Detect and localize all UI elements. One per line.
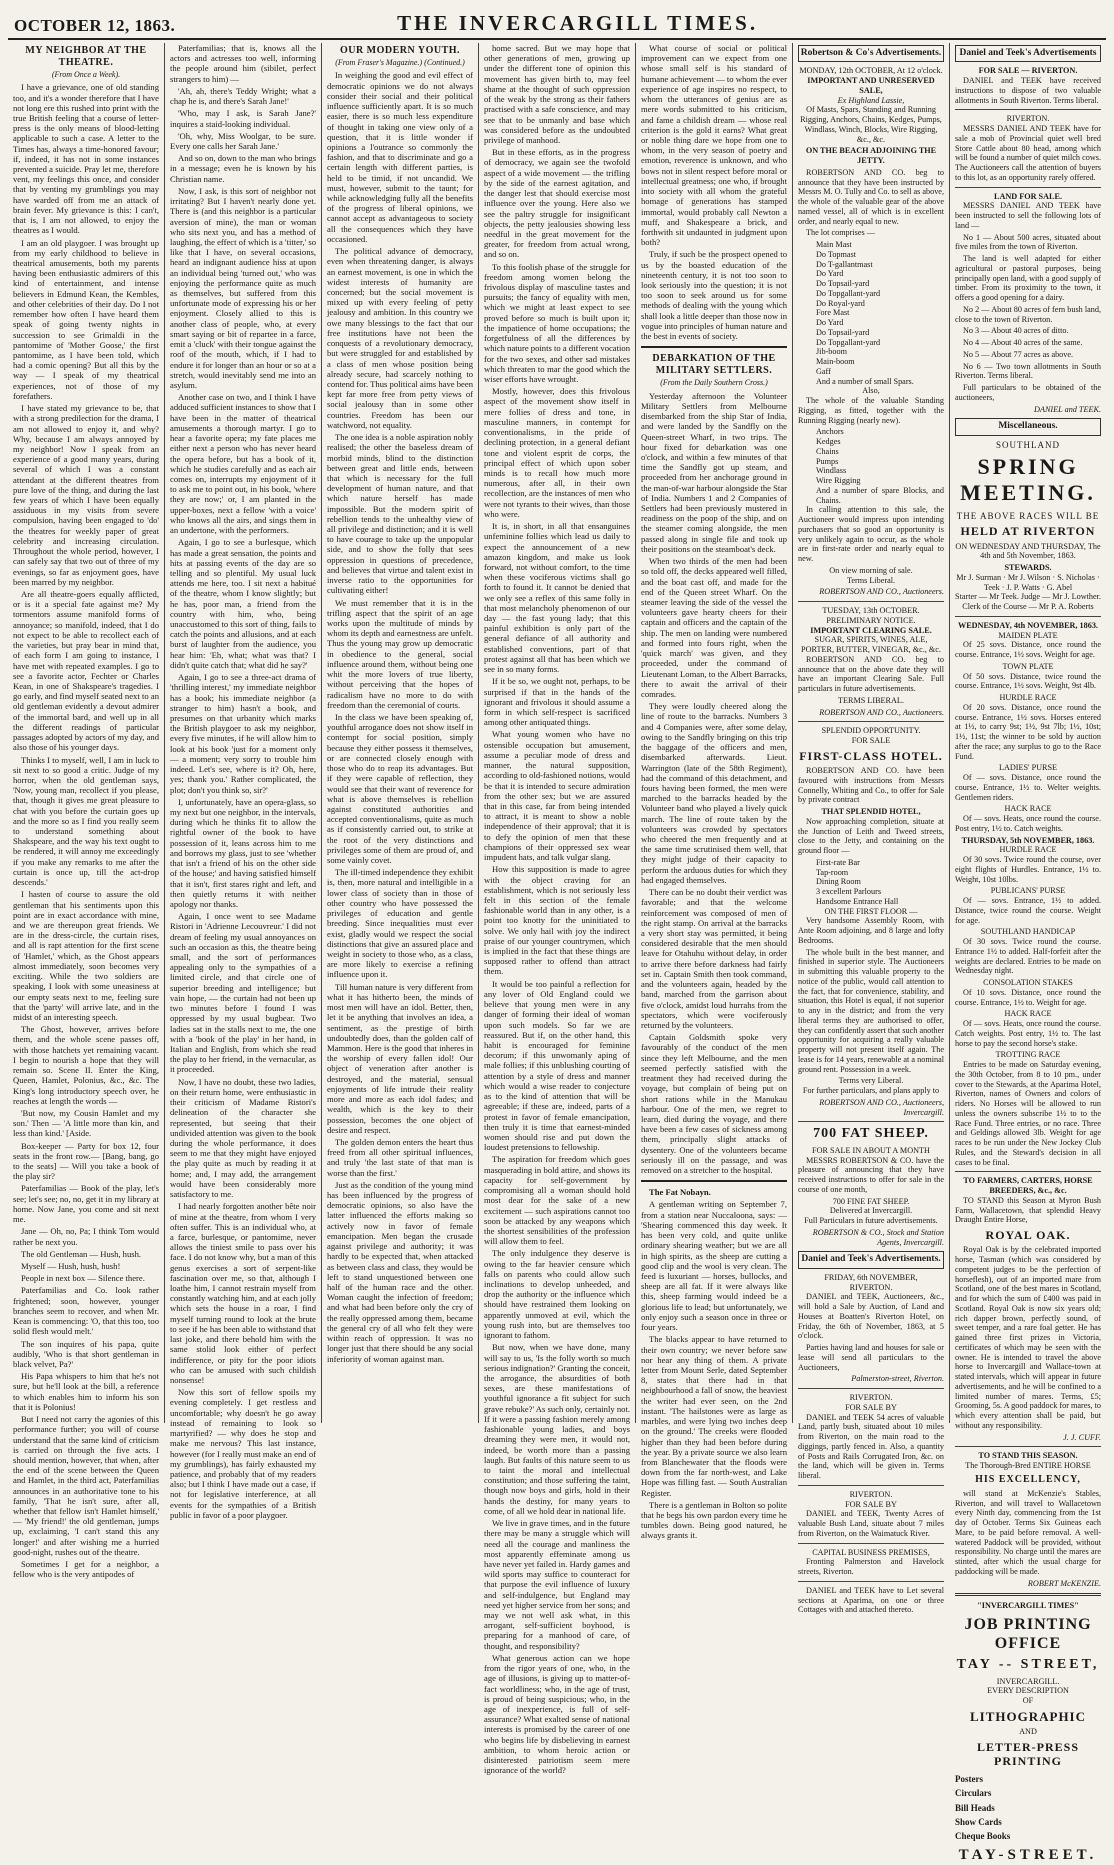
list-item: Do T-gallantmast <box>816 259 873 269</box>
ad-body: ROBERTSON AND CO. have been favoured with instructions from Messrs Connelly, Whiting and Co., to offer for Sale by private contract <box>798 766 944 805</box>
race-title: TROTTING RACE <box>995 1050 1061 1060</box>
ad-title: FIRST-CLASS HOTEL. <box>799 748 943 763</box>
ad-pretitle: PRELIMINARY NOTICE. <box>826 615 916 625</box>
land-lot: No 6 — Two town allotments in South Riverton. Terms liberal. <box>955 361 1101 381</box>
paragraph: We live in grave times, and in the future there may be many a struggle which will need all the courage and manliness the most apparently effeminate among us have never yet failed in. Hardy games and wild sports may suffice to counteract for that purpose the evil influence of luxury and self-indulgence, but England may need yet higher service from her sons; and may we not well ask what, in this arrogant, self-sufficient boyhood, is preparing for a manhood of care, of thought, and responsibility? <box>484 1518 630 1651</box>
divider <box>641 346 787 348</box>
paragraph: It would be too painful a reflection for any lover of Old England could we believe that young men were in any danger of forming their ideal of woman upon such models. So far we are reassured. But if, on the other hand, this habit is encouraged for feminine decorum; if this unwomanly aping of male follies; if this unblushing courting of attention by a style of dress and manner which would a wise reader to conjecture as to the kind of attention that will be agreeable; if these are, indeed, parts of a protest in favor of female emancipation, then truly it is time that earnest-minded women should rise and put down the loudest pretensions to fellowship. <box>484 978 630 1153</box>
article-body <box>13 82 159 1579</box>
ad-also: Also, <box>862 386 880 396</box>
list-item: Bill Heads <box>955 1802 995 1813</box>
meeting-title: SPRING MEETING. <box>960 454 1096 506</box>
printing-list <box>955 1772 1101 1844</box>
ad-title: CAPITAL BUSINESS PREMISES, <box>812 1547 930 1557</box>
ad-terms: Terms very Liberal. <box>838 1076 904 1086</box>
race-title: LADIES' PURSE <box>998 763 1058 773</box>
land-lot: No 4 — About 40 acres of the same. <box>963 338 1083 348</box>
printing-title: JOB PRINTING OFFICE <box>964 1616 1092 1653</box>
paragraph: I have a grievance, one of old standing too, and it's a wonder therefore that I have not long ere this rushed into print with the true British feeling that a course of letter-press is the only means of blood-letting applicable to such a case. A letter to the Times has, always a time-honored favour; if, indeed, it has not in some instances prevented a suicide. Pray let me, therefore vent, my feelings this once, and consider that by venting my grumblings you may have warded off from me an attack of brain fever. My grievance is this: I can't, that is, I am not allowed, to enjoy the theatres as I would. <box>13 82 159 236</box>
divider <box>798 721 944 722</box>
paragraph: The ill-timed independence they exhibit is, then, more natural and intelligible in a lower class of society than in those of other country who have possessed the privileges of education and gentle breeding. Since inequalities must ever exist, gladly would we respect the social distinctions that give an assured place and weight in society to those who, as a class, are more likely to exercise a refining influence upon it. <box>327 867 473 980</box>
race-title: MAIDEN PLATE <box>998 630 1058 640</box>
article-body <box>641 43 787 341</box>
ad-view: On view morning of sale. <box>829 565 913 575</box>
column-7 <box>950 43 1106 1863</box>
paragraph: Again, I once went to see Madame Ristori in 'Adrienne Lecouvreur.' I did not dream of feeling my usual annoyances on such an occasion as this, the theatre being small, and the sort of performances appealing only to the sympathies of a limited circle, and that circle one of superior breeding and intelligence; but vain hope, — the curtain had not been up two minutes before I found I was oppressed by my usual bugbear. Two ladies sat in the stalls next to me, the one with a 'book of the play' in her hand, in Italian and English, from which she read the play to her friend, in the vernacular, as it proceeded. <box>170 911 316 1075</box>
list-item: Do Royal-yard <box>816 298 865 308</box>
paragraph: Another case on two, and I think I have adduced sufficient instances to show that I have been in the matter of theatrical amusements a thorough martyr. I go to hear a favorite opera; my fate places me either next a person who has never heard the opera before, but has a book of it, which he studies carefully and as each air comes on, interrupts my enjoyment of it to ask me to point out, in his book, 'where they are now;' or, I am planted in the upper-boxes, next a fellow 'with a voice' who knows all the airs, and sings them in an undertone, with the performers. <box>170 392 316 536</box>
paragraph: I had nearly forgotten another bête noir of mine at the theatre, from whom I very often suffer. This is an individual who, at a farce, burlesque, or pantomime, never allows the tiniest smile to pass over his face. I do not know why, but a man of this genus exercises a sort of serpent-like fascination over me, so that, although I loathe him, I cannot restrain myself from constantly watching him, and at each jolly which sets the house in a roar, I find myself turning round to look at the brute to see if he has been able to withstand that last joke, and there behold him with the same stolid look either of perfect indifference, or pity for the poor idiots who can be amused with such childish nonsense! <box>170 1201 316 1385</box>
divider <box>798 601 944 602</box>
ad-body: The whole built in the best manner, and finished in superior style. The Auctioneers in submitting this valuable property to the notice of the public, would call attention to the fact, that for convenience, stability, and situation, this Hotel is equal, if not superior to any in the district; and from the very liberal terms they are authorised to offer, they can confidently assert that such another opportunity for acquiring a really valuable property will not present itself again. The lease is for 14 years, renewable at a nominal ground rent. Possession in a week. <box>798 947 944 1074</box>
ad-hotel: THAT SPLENDID HOTEL, <box>821 807 921 817</box>
land-lot: No 2 — About 80 acres of fern bush land, close to the town of Riverton. <box>955 304 1101 324</box>
list-item: And a number of small Spars. <box>816 376 914 386</box>
ad-list <box>798 427 944 505</box>
paragraph: Myself — Hush, hush, hush! <box>21 1261 121 1272</box>
list-item: Do Topmast <box>816 249 856 259</box>
printing-every: EVERY DESCRIPTION <box>987 1686 1069 1696</box>
ad-body: In calling attention to this sale, the Auctioneer would impress upon intending purchasers that so good an opportunity is very unlikely again to occur, as the whole are in first-rate order and nearly equal to new. <box>798 505 944 564</box>
paragraph: Just as the condition of the young mind has been influenced by the progress of democratic opinions, so also have the latter influenced the efforts making so actively now in favor of female emancipation. Men began the crusade against privilege and authority; it was hardly to be expected that, when attacked as between class and class, they would be left to stand unquestioned between one half of the human race and the other. Woman caught the infection of freedom; and what had been before only the cry of the really oppressed among them, became the general cry of all who felt they were within reach of oppression. It was no longer just that there should be any social inferiority of woman against man. <box>327 1179 473 1364</box>
ad-note: Full Particulars in future advertisements. <box>804 1216 938 1226</box>
paragraph: I am an old playgoer. I was brought up from my early childhood to believe in theatrical amusements, both my parents having been enthusiastic admirers of this kind of entertainment, and intense believers in Edmund Kean, the Kembles, and other celebrities of their day. Do I not remember how often I have heard them speak of going twenty nights in succession to see Grimaldi in the pantomime of 'Mother Goose,' the first pantomime, as I have been told, which had a comic opening? But all this by the way — I speak of my theatrical experiences, not of those of my forefathers. <box>13 237 159 401</box>
meeting-races: THE ABOVE RACES WILL BE <box>956 510 1100 521</box>
paragraph: The Ghost, however, arrives before them, and the whole scene passes off, with those hatchets yet remaining vacant. I begin to nourish a hope that they will remain so. Scene II. Enter the King, Queen, Hamlet, Polonius, &c., &c. The King's long introductory speech over, he reaches at length the words — <box>13 1024 159 1106</box>
article-body <box>170 43 316 1520</box>
paragraph: Truly, if such be the prospect opened to us by the boasted education of the nineteenth century, it is not too soon to look seriously into the question; it is not too soon to seek around us for some methods of dealing with the young which shall look a little deeper than those now in vogue into principles of human nature and the best in events of society. <box>641 249 787 342</box>
divider <box>798 1388 944 1389</box>
printing-street: TAY -- STREET, <box>956 1657 1100 1673</box>
printing-of: OF <box>1022 1696 1034 1706</box>
divider <box>955 109 1101 110</box>
paragraph: Thinks I to myself, well, I am in luck to sit next to so good a critic. Judge of my horror, when the old gentleman says, 'Now, young man, recollect if you please, that, though it gives me great pleasure to chat with you before the curtain goes up and the more so as I find you really seem to understand something about Shakspeare, and the way his text ought to be rendered, it will annoy me exceedingly if you make any remarks to me after the curtain is once up, till the act-drop descends.' <box>13 754 159 888</box>
paragraph: The blacks appear to have returned to their own country; we never before saw nor hear any thing of them. A private letter from Mount Serle, dated September 8, states that there had in that neighbourhood a fall of snow, the heaviest the writer had ever seen, on the 2nd instant. 'The hailstones were as large as marbles, and were lying two inches deep on the ground.' The creeks were flooded higher than they had been before during the year. By a private source we also learn from Blanchewater that the floods were down from the far north-west, and Lake Hope was filling fast. — South Australian Register. <box>641 1334 787 1498</box>
race-details: Of — sovs. Heats, once round the course. Post entry, 1½ to. Catch weights. <box>955 814 1101 833</box>
ad-title: TO STAND THIS SEASON. <box>978 1451 1078 1461</box>
list-item: Gaff <box>816 366 831 376</box>
paragraph: They were loudly cheered along the line of route to the barracks. Numbers 3 and 4 Companies were, after some delay, owing to the Sandfly bringing on this trip the baggage of the officers and men, disembarked afterwards. Lieut. Warrington (late of the 58th Regiment), had the command of this detachment, and fours having been formed, the men were marched to the barracks headed by the Volunteer band who played a lively quick march. The line of route taken by the volunteers was crowded by spectators who cheered the men frequently and at the same time scrutinised them well, that they might judge of their capacity to perform the arduous duties for which they had engaged themselves. <box>641 701 787 885</box>
list-item: Windlass <box>816 466 847 476</box>
paragraph: But now, when we have done, many will say to us, 'Is the folly worth so much serious indignation?' Granting the conceit, the arrogance, the absurdities of both sexes, are these manifestations of youthful ignorance a fit subject for such grave rebuke?' As such only, certainly not. If it were a passing fashion merely among fashionable young ladies, and boys dreaming they were men, it would not, indeed, be worth more than a passing laugh. But faults of this nature seem to us to taint the moral and intellectual constitution; and those suffering the taint, though now boys and girls, hold in their hands the destiny, for many years to come, of all we hold dear in national life. <box>484 1342 630 1516</box>
ad-body: MESSRS DANIEL AND TEEK have for sale a mob of Provincial quiet well bred Store Cattle about 80 head, among which will be found a number of quiet milch cows. The Auctioneers call the attention of buyers to this lot, as an opportunity rarely offered. <box>955 124 1101 182</box>
ad-goods: SUGAR, SPIRITS, WINES, ALE, PORTER, BUTTER, VINEGAR, &c., &c. <box>801 635 941 655</box>
list-item: Jib-boom <box>816 347 847 357</box>
ad-location: RIVERTON. <box>849 1393 893 1403</box>
paragraph: The golden demon enters the heart thus freed from all other spiritual influences, and truly 'the last state of that man is worse than the first.' <box>327 1136 473 1178</box>
printing-footer: TAY-STREET. <box>958 1846 1098 1863</box>
article-source: (From the Daily Southern Cross.) <box>660 378 768 388</box>
paragraph: I, unfortunately, have an opera-glass, so my next but one neighbor, in the intervals, during which he thinks fit to allow the rightful owner of the book to have possession of it, leans across him to me and borrows my glass, just to see 'whether that isn't a friend of his on the other side of the house;' and having satisfied himself that it isn't, first stares right and left, and then quietly returns it with neither apology nor thanks. <box>170 796 316 909</box>
ad-title: TO FARMERS, CARTERS, HORSE BREEDERS, &c., &c. <box>963 1176 1093 1196</box>
list-item: Anchors <box>816 427 844 437</box>
ad-list <box>798 240 944 386</box>
race-title: TOWN PLATE <box>1002 661 1054 671</box>
paragraph: Mostly, however, does this frivolous aspect of the movement show itself in mere follies of dress and tone, in masculine manners, in contempt for conventionalisms, in the pride of declining protection, in a general defiant tone and violent esprit de corps, the principal effect of which upon sober minds is to recall how much more numerous, after all, in their own recollection, are the instances of men who were not tyrants to their wives, than those who were. <box>484 386 630 519</box>
ad-body: DANIEL and TEEK have to Let several sections at Aparima, on one or three Cottages with and attached thereto. <box>798 1585 944 1615</box>
divider <box>798 1485 944 1486</box>
ad-body: Fronting Palmerston and Havelock streets, Riverton. <box>798 1557 944 1577</box>
ad-date: TUESDAY, 13th OCTOBER. <box>822 606 920 616</box>
ad-items: Of Masts, Spars, Standing and Running Rigging, Anchors, Chains, Kedges, Pumps, Windlass, Winch, Blocks, Wire Rigging, &c., &c. <box>800 105 942 144</box>
ad-body: MESSRS ROBERTSON & CO. have the pleasure of announcing that they have received instructions to offer for sale in the course of one month, <box>798 1155 944 1194</box>
article-source: (From Fraser's Magazine.) (Continued.) <box>335 57 465 67</box>
paragraph: The aspiration for freedom which goes masquerading in bold attire, and shows its capacity for self-government by compromising all a woman should hold most dear for the sake of a new excitement — such aspirations cannot too soon be attacked by any weapons which the shortest sensibilities of the profession will allow them to feel. <box>484 1154 630 1247</box>
column-6 <box>793 43 950 1615</box>
news-item-title: The Fat Nobayn. <box>649 1187 711 1198</box>
paragraph: And so on, down to the man who brings in a message; even he is known by his Christian name. <box>170 153 316 184</box>
list-item: Do Yard <box>816 318 844 328</box>
article-body <box>641 1199 787 1540</box>
list-item: Cheque Books <box>955 1831 1011 1842</box>
land-lot: No 5 — About 77 acres as above. <box>963 349 1074 359</box>
ad-signature: ROBERTSON AND CO., Auctioneers. <box>819 707 944 717</box>
ad-location: RIVERTON. <box>849 1282 893 1292</box>
printing-brand: "INVERCARGILL TIMES" <box>977 1601 1079 1611</box>
ad-signature: DANIEL and TEEK. <box>1034 404 1101 414</box>
paragraph: What generous action can we hope from the rigor years of one, who, in the age of illusions, is giving up to matter-of-fact worldliness; who, in the age of trust, is proud of being suspicious; who, in the age of inexperience, is full of self-assurance? What exalted sense of national interests is promised by the career of one who begins life by disbelieving in earnest ambition, to whom heroic action or disinterested patriotism seem mere ignorance of the world? <box>484 1652 630 1776</box>
list-item: Posters <box>955 1773 983 1784</box>
list-item: Fore Mast <box>816 308 850 318</box>
race-rules: Entries to be made on Saturday evening, the 30th October, from 8 to 10 pm., under cover to the Stewards, at the Aparima Hotel, Riverton, names of Owners and colors of riders. No Horses will be allowed to run unless the owners subscribe 1½ to to the Race Fund. Three entries, or no race. Three and Geldings allowed 3lb. Weight for age races to be run under the New Jockey Club Rules, and the Steward's decision in all cases to be final. <box>955 1060 1101 1167</box>
paragraph: Now, I have no doubt, these two ladies, on their return home, were enthusiastic in their criticism of Madame Ristori's delineation of the character she represented, but seeing that their undivided attention was given to the book during the whole performance, it does seem to me that they might have enjoyed the play quite as much by reading it at home; and, I may add, the arrangement would have been considerably more satisfactory to me. <box>170 1076 316 1200</box>
race-details: Of 10 sovs. Distance, once round the course. Entrance, 1½ to. Weight for age. <box>955 987 1101 1007</box>
ad-for: FOR SALE BY <box>845 1402 897 1412</box>
paragraph: In the class we have been speaking of, youthful arrogance does not show itself in contempt for social position, simply because they either possess it themselves, or are connected closely enough with those who do to reap its advantages. But if they were capable of reflection, they would see that their want of reverence for what is above themselves is rebellion against constituted authorities and accepted conventionalisms, quite as much as if consistently carried out, to strike at the root of the very distinctions and privileges some of them are proud of, and some vainly covet. <box>327 711 473 866</box>
paragraph: What course of social or political improvement can we expect from one whose small self is his standard of humane achievement — to whom the ever experience of age inspires no respect, to whom the utterances of genius are as mere words submitted to his criticism, and fame a childish dream — whose real criterion is the gold it earns? What great or noble thing dare we hope from one to whom, in the very season of poetry and emotion, reverence is unknown, and who bows not in silent respect before moral or intellectual greatness; one who, if brought into society with all whom the grateful homage of generations has stamped immortal, would probably call Newton a muff, and Shakespeare a brick, and forthwith sit undaunted in judgment upon both? <box>641 43 787 248</box>
ad-highlight: 700 FINE FAT SHEEP. <box>832 1196 910 1206</box>
list-item: Do Topsail-yard <box>816 279 870 289</box>
race-title: PUBLICANS' PURSE <box>990 886 1066 896</box>
column-5 <box>636 43 793 1541</box>
paragraph: There is a gentleman in Bolton so polite that he begs his own pardon every time he tumbles down. Being good natured, he always grants it. <box>641 1499 787 1541</box>
paragraph: A gentleman writing on September 7, from a station near Nuccaloona, says: — 'Shearing commenced this day week. It has been very cold, and quite unlike ordinary shearing weather; but we are all in high spirits, as the sheep are cutting a good clip and the wool is very clean. The feed is luxuriant — horses, bullocks, and sheep are all fat. If it were always like this, sheep farming would indeed be a glorious life to lead; but unfortunately, we only enjoy such a season once in three or four years. <box>641 1199 787 1333</box>
divider <box>955 1446 1101 1447</box>
list-item: Kedges <box>816 437 841 447</box>
divider <box>955 1593 1101 1596</box>
newspaper-title: THE INVERCARGILL TIMES. <box>397 11 759 35</box>
horse-name: ROYAL OAK. <box>985 1228 1071 1243</box>
ad-body: ROBERTSON AND CO. beg to announce that they have been instructed by Messrs M. O. Tully and Co. to sell as above, the whole of the valuable gear of the above named vessel, all of which is in excellent order, and nearly equal to new. <box>798 167 944 226</box>
meeting-region: SOUTHLAND <box>996 439 1060 450</box>
section-header: Daniel and Teek's Advertisements <box>955 45 1101 62</box>
ad-further: For further particulars, and plans apply to <box>802 1086 940 1096</box>
race-title: SOUTHLAND HANDICAP <box>980 927 1076 937</box>
printing-litho: LITHOGRAPHIC <box>969 1708 1086 1724</box>
ad-terms: TERMS LIBERAL. <box>838 695 904 705</box>
list-item: Pumps <box>816 456 839 466</box>
ad-location: RIVERTON. <box>849 1489 893 1499</box>
paragraph: In weighing the good and evil effect of democratic opinions we do not always consider their social and their political influence sufficiently apart. It is so much easier, there is so much less expenditure of thought in taking one view only of a question, that it is little wonder if opinions a l'outrance so commonly the fashion, and that to discriminate and go a certain length with different parties, is held to be timid, if not uncandid. We must, however, submit to the taunt; for while acknowledging fully all the benefits of the progress of liberal opinions, we cannot accept as advantageous to society all the consequences which they have occasioned. <box>327 70 473 244</box>
land-lot-note: The land is well adapted for either agricultural or pastoral purposes, being principally open land, with a good supply of timber. From its proximity to the town, it offers a good opening for a dairy. <box>955 254 1101 303</box>
list-item: Main-boom <box>816 357 855 367</box>
paragraph: Now, I ask, is this sort of neighbor not irritating? But I haven't nearly done yet. There is (and this neighbor is a particular aversion of mine), the man or woman who sits next you, and has a method of laughing, the effect of which is a 'titter,' so like that I have, on several occasions, heard an indignant audience hiss at upon an individual being 'turned out,' who was enjoying the performance quite as much as themselves, but suffered from this unfortunate mode of expressing his or her enjoyment. Closely allied to this is another class of people, who, at every smart saying or bit of repartee in a farce, emit a 'cluck' with their tongue against the roof of the mouth, which, if I had to endure it for longer than an hour or so at a stretch, would inevitably send me into an asylum. <box>170 185 316 390</box>
meeting-date: ON WEDNESDAY AND THURSDAY, The 4th and 5th November, 1863. <box>955 541 1101 561</box>
paragraph: But in these efforts, as in the progress of democracy, we again see the twofold aspect of a wide movement — the trifling by the side of the earnest agitation, and the danger lest that should exercise most influence over the young. Here also we see the paltry struggle for insignificant objects, the petty jealousies showing less needful in the great movement for the greater, for freedom from actual wrong, and so on. <box>484 147 630 260</box>
ad-terms: Terms Liberal. <box>846 575 896 585</box>
officials: Starter — Mr Teek. Judge — Mr J. Lowther. Clerk of the Course — Mr P. A. Roberts <box>955 592 1101 612</box>
article-body <box>327 70 473 1363</box>
ad-signature: ROBERT McKENZIE. <box>1027 1578 1101 1588</box>
ad-signature: J. J. CUFF. <box>1063 1432 1101 1442</box>
ad-title: FOR SALE — RIVERTON. <box>978 66 1078 76</box>
paragraph: It is, in short, in all that ensanguines unfeminine follies which lead us daily to expect the announcement of a new amazon kingdom, and make us look forward, not without comfort, to the time when these vociferous victims shall go forth to found it. It cannot be denied that we only see a reflex of this same folly in that most melancholy phenomenon of our day — the fast young lady; that this painful exhibition is only part of the general defiance of all authority and established conventions, part of that protest against all that has been which we see in so many forms. <box>484 521 630 675</box>
ad-body: Very handsome Assembly Room, with Ante Room adjoining, and 8 large and lofty Bedrooms. <box>798 916 944 945</box>
paragraph: There can be no doubt their verdict was favorable; and that the welcome reinforcement was composed of men of the right stamp. On arrival at the barracks a very short stay was permitted, it being considered desirable that the men should leave for Otahuhu without delay, in order to arrive there before darkness had fairly set in. Captain Smith then took command, and the volunteers again, headed by the band, marched from the garrison about five o'clock, amidst loud hurrahs from the spectators, which were vociferously returned by the volunteers. <box>641 887 787 1030</box>
article-heading: MY NEIGHBOR AT THE THEATRE. <box>25 45 147 68</box>
issue-date: OCTOBER 12, 1863. <box>14 16 176 35</box>
ad-title: 700 FAT SHEEP. <box>813 1126 929 1142</box>
race-title: CONSOLATION STAKES <box>983 978 1073 988</box>
divider <box>955 1171 1101 1172</box>
ad-subtitle: The Thorough-Bred ENTIRE HORSE <box>965 1461 1091 1471</box>
list-item: Do Topsail-yard <box>816 327 870 337</box>
paragraph: Sometimes I get for a neighbor, a fellow who is the very antipodes of <box>13 1559 159 1580</box>
list-item: Do Topgallant-yard <box>816 337 881 347</box>
race-title: HACK RACE <box>1004 804 1052 814</box>
ad-location: ON THE BEACH ADJOINING THE JETTY. <box>805 146 937 166</box>
ad-body: Now approaching completion, situate at the Junction of Leith and Tweed streets, close to the Jetty, and containing on the ground floor — <box>798 816 944 856</box>
ad-body: DANIEL and TEEK 54 acres of valuable Land, partly bush, situated about 10 miles from Riverton, on the main road to the diggings, partly fenced in. Also, a quantity of Posts and Rails Corrugated Iron, &c. on the land, which will be given in. Terms liberal. <box>798 1412 944 1481</box>
column-2 <box>165 43 322 1520</box>
horse-name: HIS EXCELLENCY, <box>975 1473 1081 1485</box>
article-source: (From Once a Week). <box>51 69 121 79</box>
meeting-venue: HELD AT RIVERTON <box>960 524 1096 539</box>
paragraph: People in next box — Silence there. <box>21 1273 145 1284</box>
race-title: HURDLE RACE <box>999 693 1057 703</box>
race-details: Of — sovs. Entrance, 1½ to added. Distance, twice round the course. Weight for age. <box>955 896 1101 925</box>
paragraph: 'But now, my Cousin Hamlet and my son.' Then — 'A little more than kin, and less than kind.' [Aside. <box>13 1107 159 1139</box>
ad-title: IMPORTANT CLEARING SALE. <box>810 625 932 635</box>
paragraph: Captain Goldsmith spoke very favourably of the conduct of the men since they left Melbourne, and the men seemed perfectly satisfied with the treatment they had received during the voyage, but complain of being put on short rations while in the Manukau harbour. One of the men, we regret to learn, died during the voyage, and there have been a few cases of sickness among them, principally slight attacks of dysentery. One of the volunteers became seriously ill on the passage, and was removed on a stretcher to the hospital. <box>641 1032 787 1176</box>
paragraph: I hasten of course to assure the old gentleman that his sentiments upon this point are in exact accordance with mine, and we are thereupon great friends. We are in the dress-circle, the curtain rises, and all is rapt attention for the first scene of 'Hamlet,' which, as the Ghost appears almost immediately, soon becomes very exciting. While the two soldiers are speaking, I look with some uneasiness at our empty seats next to me, feeling sure that the 'party' will arrive late, and in the midst of an interesting speech. <box>13 889 159 1022</box>
ad-delivery: Delivered at Invercargill. <box>829 1206 913 1216</box>
paragraph: What young women who have no ostensible occupation but amusement, assume a peculiar mode of dress and manner, the natural supposition, according to old-fashioned notions, would be that it is intended to secure admiration from the other sex; but we are assured that in this case, far from being intended to attract, it is meant to show a noble independence of their approval; that it is to defy the opinion of men that these champions of their oppressed sex wear impudent hats, and talk vulgar slang. <box>484 729 630 863</box>
ad-body: Parties having land and houses for sale or lease will send all particulars to the Auctioneers, <box>798 1343 944 1372</box>
race-title: HURDLE RACE <box>999 845 1057 855</box>
column-1 <box>8 43 165 1580</box>
race-details: Of 25 sovs. Distance, once round the course. Entrance, 1½ sovs. Weight for age. <box>955 640 1101 660</box>
ad-body: DANIEL and TEEK, Twenty Acres of valuable Bush Land, situate about 7 miles from Riverton, on the Waimatuck River. <box>798 1509 944 1538</box>
paragraph: The only indulgence they deserve is owing to the far heavier censure which falls on parents who could allow such inclinations to develop unheeded, and drop the authority or the influence which should have restrained them looking on apparently unmoved at evil, which the young rush into, but are themselves too ignorant to fathom. <box>484 1248 630 1341</box>
paragraph: We must remember that it is in the trifling aspect that the spirit of an age works upon the multitude of minds by whom its depth and earnestness are unfelt. Thus the young may grow up democratic in obedience to the general, social influence around them, without being one whit the more lovers of true liberty, without perceiving that the hopes of radicalism have no more to do with freedom than the ceremonial of courts. <box>327 597 473 710</box>
ad-body: will stand at McKenzie's Stables, Riverton, and will travel to Wallacetown every Ninth day, commencing from the 1st day of October. Terms Six Guineas each Mare, to be paid before removal. A well-watered Paddock will be provided, without responsibility. No charge until the mares are stinted, after which the usual charge for paddocking will be made. <box>955 1488 1101 1576</box>
paragraph: 'Ah, ah, there's Teddy Wright; what a chap he is, and there's Sarah Jane!' <box>170 85 316 107</box>
stewards-title: STEWARDS. <box>1004 563 1052 573</box>
race-details: Of 30 sovs. Twice round the course. Entrance 1½ to added. Half-forfeit after the weights are declared. Entries to be made on Wednesday night. <box>955 937 1101 976</box>
ad-body: DANIEL and TEEK, Auctioneers, &c., will hold a Sale by Auction, of Land and Houses at Boatten's Riverton Hotel, on Friday, the 6th of November, 1863, at 5 o'clock. <box>798 1292 944 1341</box>
section-header: Miscellaneous. <box>955 418 1101 435</box>
section-header: Robertson & Co's Advertisements. <box>798 45 944 62</box>
land-lot: No 1 — About 500 acres, situated about five miles from the town of Riverton. <box>955 232 1101 252</box>
paragraph: Yesterday afternoon the Volunteer Military Settlers from Melbourne disembarked from the ship Star of India, and were landed by the Sandfly on the Queen-street Wharf, in two trips. The hour fixed for debarkation was one o'clock, and within a few minutes of that time the Sandfly got up steam, and proceeded from her anchorage ground in the man-of-war harbour alongside the Star of India. Numbers 1 and 2 Companies of Settlers had been previously mustered in readiness on the poop of the ship, and on the steamer coming alongside, the men passed along in single file and took up their positions on the steamboat's deck. <box>641 390 787 554</box>
list-item: 3 excellent Parlours <box>816 887 882 897</box>
printing-and: AND <box>1019 1727 1037 1737</box>
paragraph: Paterfamilias and Co. look rather frightened; soon, however, younger branches seem to recover, and when Mr. Kean is commencing: 'O, that this too, too solid flesh would melt.' <box>13 1285 159 1337</box>
paragraph: His Papa whispers to him that he's not sure, but he'll look at the bill, a reference to which enables him to inform his son that it is Polonius! <box>13 1371 159 1412</box>
ad-list <box>798 858 944 907</box>
list-item: Do Topgallant-yard <box>816 288 881 298</box>
divider <box>641 1180 787 1182</box>
divider <box>955 187 1101 188</box>
list-item: Main Mast <box>816 240 852 250</box>
race-details: Of 30 sovs. Twice round the course, over eight flights of Hurdles. Entrance, 1½ to. Weight, 10st 10lbs. <box>955 855 1101 884</box>
paragraph: Paterfamilias; that is, knows all the actors and actresses too well, informing the people around him (sibilet, perfect strangers to him) — <box>170 43 316 84</box>
paragraph: Box-keeper — Party for box 12, four seats in the front row.— [Bang, bang, go to the seats] — Will you take a book of the play sir? <box>13 1140 159 1182</box>
land-lot: No 3 — About 40 acres of ditto. <box>963 326 1069 336</box>
race-details: Of — sovs. Heats, once round the course. Catch weights. Post entry, 1½ to. The last horse to pay the second horse's stake. <box>955 1019 1101 1048</box>
ad-title: IMPORTANT AND UNRESERVED SALE, <box>807 76 935 95</box>
paragraph: When two thirds of the men had been so told off, the decks appeared well filled, and the boat cast off, and made for the end of the Queen street Wharf. On the steamer leaving the side of the vessel the volunteers gave hearty cheers for their captain and officers and the captain of the ship. The men on landing were numbered and formed into fours right, when the 'quick march' was given, and they proceeded, under the command of Lieutenant Loman, to the Albert Barracks, there to await the arrival of their comrades. <box>641 556 787 699</box>
paragraph: The son inquires of his papa, quite audibly, 'Who is that short gentleman in black velvet, Pa?' <box>13 1338 159 1369</box>
race-title: HACK RACE <box>1004 1009 1052 1019</box>
ad-signature: ROBERTSON AND CO., Auctioneers, Invercargill. <box>819 1097 944 1117</box>
ad-pretitle: SPLENDID OPPORTUNITY. <box>821 726 921 736</box>
list-item: Chains <box>816 446 839 456</box>
paragraph: To this foolish phase of the struggle for freedom among women belong the frivolous display of masculine tastes and pursuits; the fancy of equality with men, which we might at least expect to see proved before so much is built upon it; the impatience of home occupations; the forgetfulness of all the differences by which nature points to a different vocation for the two sexes, and other sad mistakes which threaten to mar the good which the wiser efforts have wrought. <box>484 261 630 384</box>
paragraph: home sacred. But we may hope that other generations of men, growing up under the different tone of opinion this movement has given birth to, may feel shame at the thought of such oppression of the weak by the strong as their fathers practised with a safe conscience, and may see that to be unmanly and base which was considered before as the undoubted privilege of manhood. <box>484 43 630 145</box>
list-item: First-rate Bar <box>816 857 860 867</box>
race-details: Of 20 sovs. Distance, once round the course. Entrance, 1½ sovs. Horses entered at 1½, to carry 9st; 1½, 9st 7lb; 1½, 10st; 1½, 11st; the winner to be sold by auction after the race; any surplus to go to the Race Fund. <box>955 702 1101 761</box>
paragraph: Paterfamilias — Book of the play, let's see; let's see; no, no, get it in my library at home. Now Jane, you come and sit next me. <box>13 1183 159 1225</box>
article-body <box>484 43 630 1776</box>
paragraph: I have stated my grievance to be, that with a strong predilection for the drama, I am not allowed to enjoy it, and why? Why, because I am always annoyed by my neighbor! Now I speak from an experience of a good many years, during several of which I was a constant attendant at the different theatres from pure love of the thing, and during the last few years of which I have been equally assiduous in my visits from severe compulsion, having been engaged to 'do' the theatres for weekly paper of great celebrity and increasing circulation. Throughout the whole period, however, I can safely say that two out of three of my evenings, so far as enjoyment goes, have been marred by my neighbor. <box>13 403 159 587</box>
list-item: Circulars <box>955 1788 992 1799</box>
ad-body: TO STAND this Season at Myron Bush Farm, Wallacetown, that splendid Heavy Draught Entire Horse, <box>955 1195 1101 1225</box>
paragraph: Jane — Oh, no, Pa; I think Tom would rather be next you. <box>13 1226 159 1247</box>
race-details: Of — sovs. Distance, once round the course. Entrance, 1½ to. Welter weights. Gentlemen riders. <box>955 773 1101 802</box>
column-3 <box>322 43 479 1423</box>
ad-body: ROBERTSON AND CO. beg to announce that on the above date they will have an important Clearing Sale. Full particulars in future advertisements. <box>798 654 944 694</box>
list-item: Tap-room <box>816 867 849 877</box>
paragraph: The old Gentleman — Hush, hush. <box>21 1248 142 1259</box>
ad-floor: ON THE FIRST FLOOR — <box>824 906 918 916</box>
paragraph: The one idea is a noble aspiration nobly realised; the other the baseless dream of morbid minds, blind to the distinction between great and little ends, between that which is necessary for the full development of human nature, and that which nature herself has made impossible. But the modern spirit of rebellion tends to the unhealthy view of all privilege and distinction; and it is well to have courage to take up the unpopular side, and to show the folly that sees oppression in questions of precedence, and believes that virtue and talent exist in inverse ratio to the opportunities for cultivating either! <box>327 432 473 596</box>
list-item: Dining Room <box>816 877 861 887</box>
ad-signature: ROBERTSON AND CO., Auctioneers. <box>819 587 944 597</box>
ad-date: MONDAY, 12th OCTOBER, At 12 o'clock. <box>799 66 943 76</box>
race-day-title: THURSDAY, 5th NOVEMBER, 1863. <box>961 835 1095 845</box>
paragraph: Now this sort of fellow spoils my evening completely. I get restless and uncomfortable; why doesn't he go away instead of remaining to look so martyrified? — why does he stop and make me nervous? This last instance, however (for I really must make an end of my grumblings), has fairly exhausted my patience, and probably that of my readers also; but I think I have made out a case, if not for legislative interference, at all events for the sympathies of a British public in favor of a poor playgoer. <box>170 1387 316 1520</box>
ad-location: RIVERTON. <box>1006 114 1050 124</box>
paragraph: If it be so, we ought not, perhaps, to be surprised if that in the hands of the ignorant and frivolous it should assume a form in which self-respect is sacrificed among other antiquated things. <box>484 676 630 728</box>
ad-date: FRIDAY, 6th NOVEMBER, <box>824 1272 918 1282</box>
paragraph: Are all theatre-goers equally afflicted, or is it a special fate against me? My tormentors assume manifold forms of annoyance; so manifold, indeed, that I do not expect to be able to recollect each of the varieties, but pray bear in mind that, of each form I am going to instance, I have met with repeated examples. I go to see a favorite actor, Fechter or Charles Kean, in one of Shakspeare's tragedies. I go early, and find myself seated next to an old gentleman evidently a devout admirer of the immortal bard, and well up in all the different readings of particular passages adopted by actors of my day, and also those of his younger days. <box>13 589 159 753</box>
list-item: And a number of spare Blocks, and Chains. <box>816 485 944 505</box>
printing-town: INVERCARGILL. <box>996 1676 1060 1686</box>
paragraph: 'Who, may I ask, is Sarah Jane?' inquires a staid-looking individual. <box>170 108 316 129</box>
divider <box>955 616 1101 617</box>
ad-for: FOR SALE <box>851 736 891 746</box>
divider <box>798 1581 944 1582</box>
article-heading: DEBARKATION OF THE MILITARY SETTLERS. <box>652 353 776 377</box>
ad-for: FOR SALE BY <box>845 1499 897 1509</box>
stewards-list: Mr J. Surman · Mr J. Wilson · S. Nicholas · Teek · J. P. Watts · G. Abel <box>956 572 1100 592</box>
ad-subtitle: FOR SALE IN ABOUT A MONTH <box>812 1145 930 1155</box>
ad-subtitle: Ex Highland Lassie, <box>837 95 905 105</box>
paragraph: 'Oh, why, Miss Woolgar, to be sure. Every one calls her Sarah Jane.' <box>170 130 316 151</box>
race-day-title: WEDNESDAY, 4th NOVEMBER, 1863. <box>958 620 1098 630</box>
list-item: Wire Rigging <box>816 476 861 486</box>
printing-letter: LETTER-PRESS PRINTING <box>976 1740 1080 1769</box>
columns <box>8 43 1106 1863</box>
ad-body: MESSRS DANIEL AND TEEK have been instructed to sell the following lots of land — <box>955 201 1101 230</box>
list-item: Do Yard <box>816 269 844 279</box>
column-4 <box>479 43 636 1776</box>
ad-signature: Palmerston-street, Riverton. <box>851 1374 944 1384</box>
ad-title: LAND FOR SALE. <box>993 191 1062 201</box>
ad-body: The whole of the valuable Standing Rigging, as fitted, together with the Running Rigging (nearly new). <box>798 396 944 425</box>
list-item: Handsome Entrance Hall <box>816 896 899 906</box>
ad-note: Full particulars to be obtained of the auctioneers, <box>955 383 1101 402</box>
paragraph: Again, I go to see a three-act drama of 'thrilling interest,' my immediate neighbor has a book; his immediate neighbor (a stranger to him) hasn't a book, and presumes on that urbanity which marks the British playgoer to ask my neighbor, every five minutes, if he will allow him to look at his book 'just for a moment only — a moment; very sorry to trouble him indeed. Let's see, where is it? Oh, here, yes; thank you.' Rather complicated, the plot; don't you think so, sir?' <box>170 672 316 795</box>
paragraph: But I need not carry the agonies of this performance further; you will of course understand that the same kind of criticism is carried on through the five acts. I should mention, however, that when, after the end of the scene between the Queen and Hamlet, in the third act, Paterfamilias announces in an authoritative tone to his family, 'That he isn't sure, after all, whether that fellow isn't Hamlet himself,' — 'My friend!' the old gentleman, jumps up, exclaiming, 'I can't stand this any longer!' and after wishing me a hurried good-night, rushes out of the theatre. <box>13 1414 159 1557</box>
paragraph: How this supposition is made to agree with the object craving for an establishment, which is not seriously less felt in this section of the female fashionable world than in any other, is a point too knotty for the uninitiated to solve. We only hail with joy the indirect praise of our younger countrymen, which is implied in the fact that these things are supposed rather to offend than attract them. <box>484 864 630 977</box>
divider <box>798 1121 944 1122</box>
ad-body: DANIEL and TEEK have received instructions to dispose of two valuable allotments in South Riverton. Terms liberal. <box>955 76 1101 105</box>
ad-signature: ROBERTSON & CO., Stock and Station Agents, Invercargill. <box>812 1227 944 1247</box>
article-heading: OUR MODERN YOUTH. <box>339 45 461 56</box>
race-details: Of 50 sovs. Distance, twice round the course. Entrance, 1½ sovs. Weight, 9st 4lb. <box>955 671 1101 691</box>
list-item: Show Cards <box>955 1816 1002 1827</box>
ad-list-intro: The lot comprises — <box>806 228 875 238</box>
paragraph: The political advance of democracy, even when threatening danger, is always an earnest movement, is one in which the widest interests of humanity are concerned; but the social movement is mixed up with every feeling of petty jealousy and ambition. In this country we owe many blessings to the fact that our free institutions have not been the conquests of a revolutionary democracy, but were struggled for and established by a class of men whose position being already secure, had scarcely nothing to contend for. Thus political aims have been kept far more free from petty views of social jealousy than in some other countries. Freedom has been our watchword, not equality. <box>327 246 473 430</box>
paragraph: Again, I go to see a burlesque, which has made a great sensation, the points and hits at passing events of the day are so telling and so plentiful. My usual luck attends me here, too. I sit next a habitué of the theatre, whom I know slightly; but he has, poor man, a friend from the country with him, who, being unaccustomed to this sort of thing, fails to catch the points and allusions, and at each burst of laughter from the audience, you hear him: 'Eh, what; what was that? I didn't quite catch that; what did he say?' <box>170 537 316 670</box>
section-header: Daniel and Teek's Advertisements. <box>798 1251 944 1268</box>
paragraph: Till human nature is very different from what it has hitherto been, the minds of most men will have an idol. Better, then, let it be anything that involves an idea, a sentiment, as the prestige of birth undoubtedly does, than the golden calf of Mammon. Here is the good that inheres in the worship of every fallen idol! Our object of veneration after another is destroyed, and the material, sensual enjoyments of life intrude their reality more and more as each idol fades; and wealth, which is the key to their possession, becomes the one object of desire and respect. <box>327 981 473 1135</box>
article-body <box>641 391 787 1176</box>
divider <box>798 1543 944 1544</box>
masthead <box>8 6 1106 40</box>
ad-body: Royal Oak is by the celebrated imported horse, Tasman (which was considered by competent judges to be the perfection of horseflesh), out of an imported mare from Scotland, one of the best mares in Scotland, and for which the sum of £400 was paid in Scotland. Royal Oak is now six years old; rich dapper brown, perfectly sound, of sweet temper, and a rare foal getter. He has gained three first prizes in Victoria, certificates of which may be seen with the owner. He is intended to travel the above horse to Invercargill and Wallace-town at stated intervals, which will appear in future advertisements, and he will be confined to a limited number of mares. Terms, £5; Grooming, 5s. A good paddock for mares, to which every attention shall be paid, but without any responsibility. <box>955 1245 1101 1430</box>
